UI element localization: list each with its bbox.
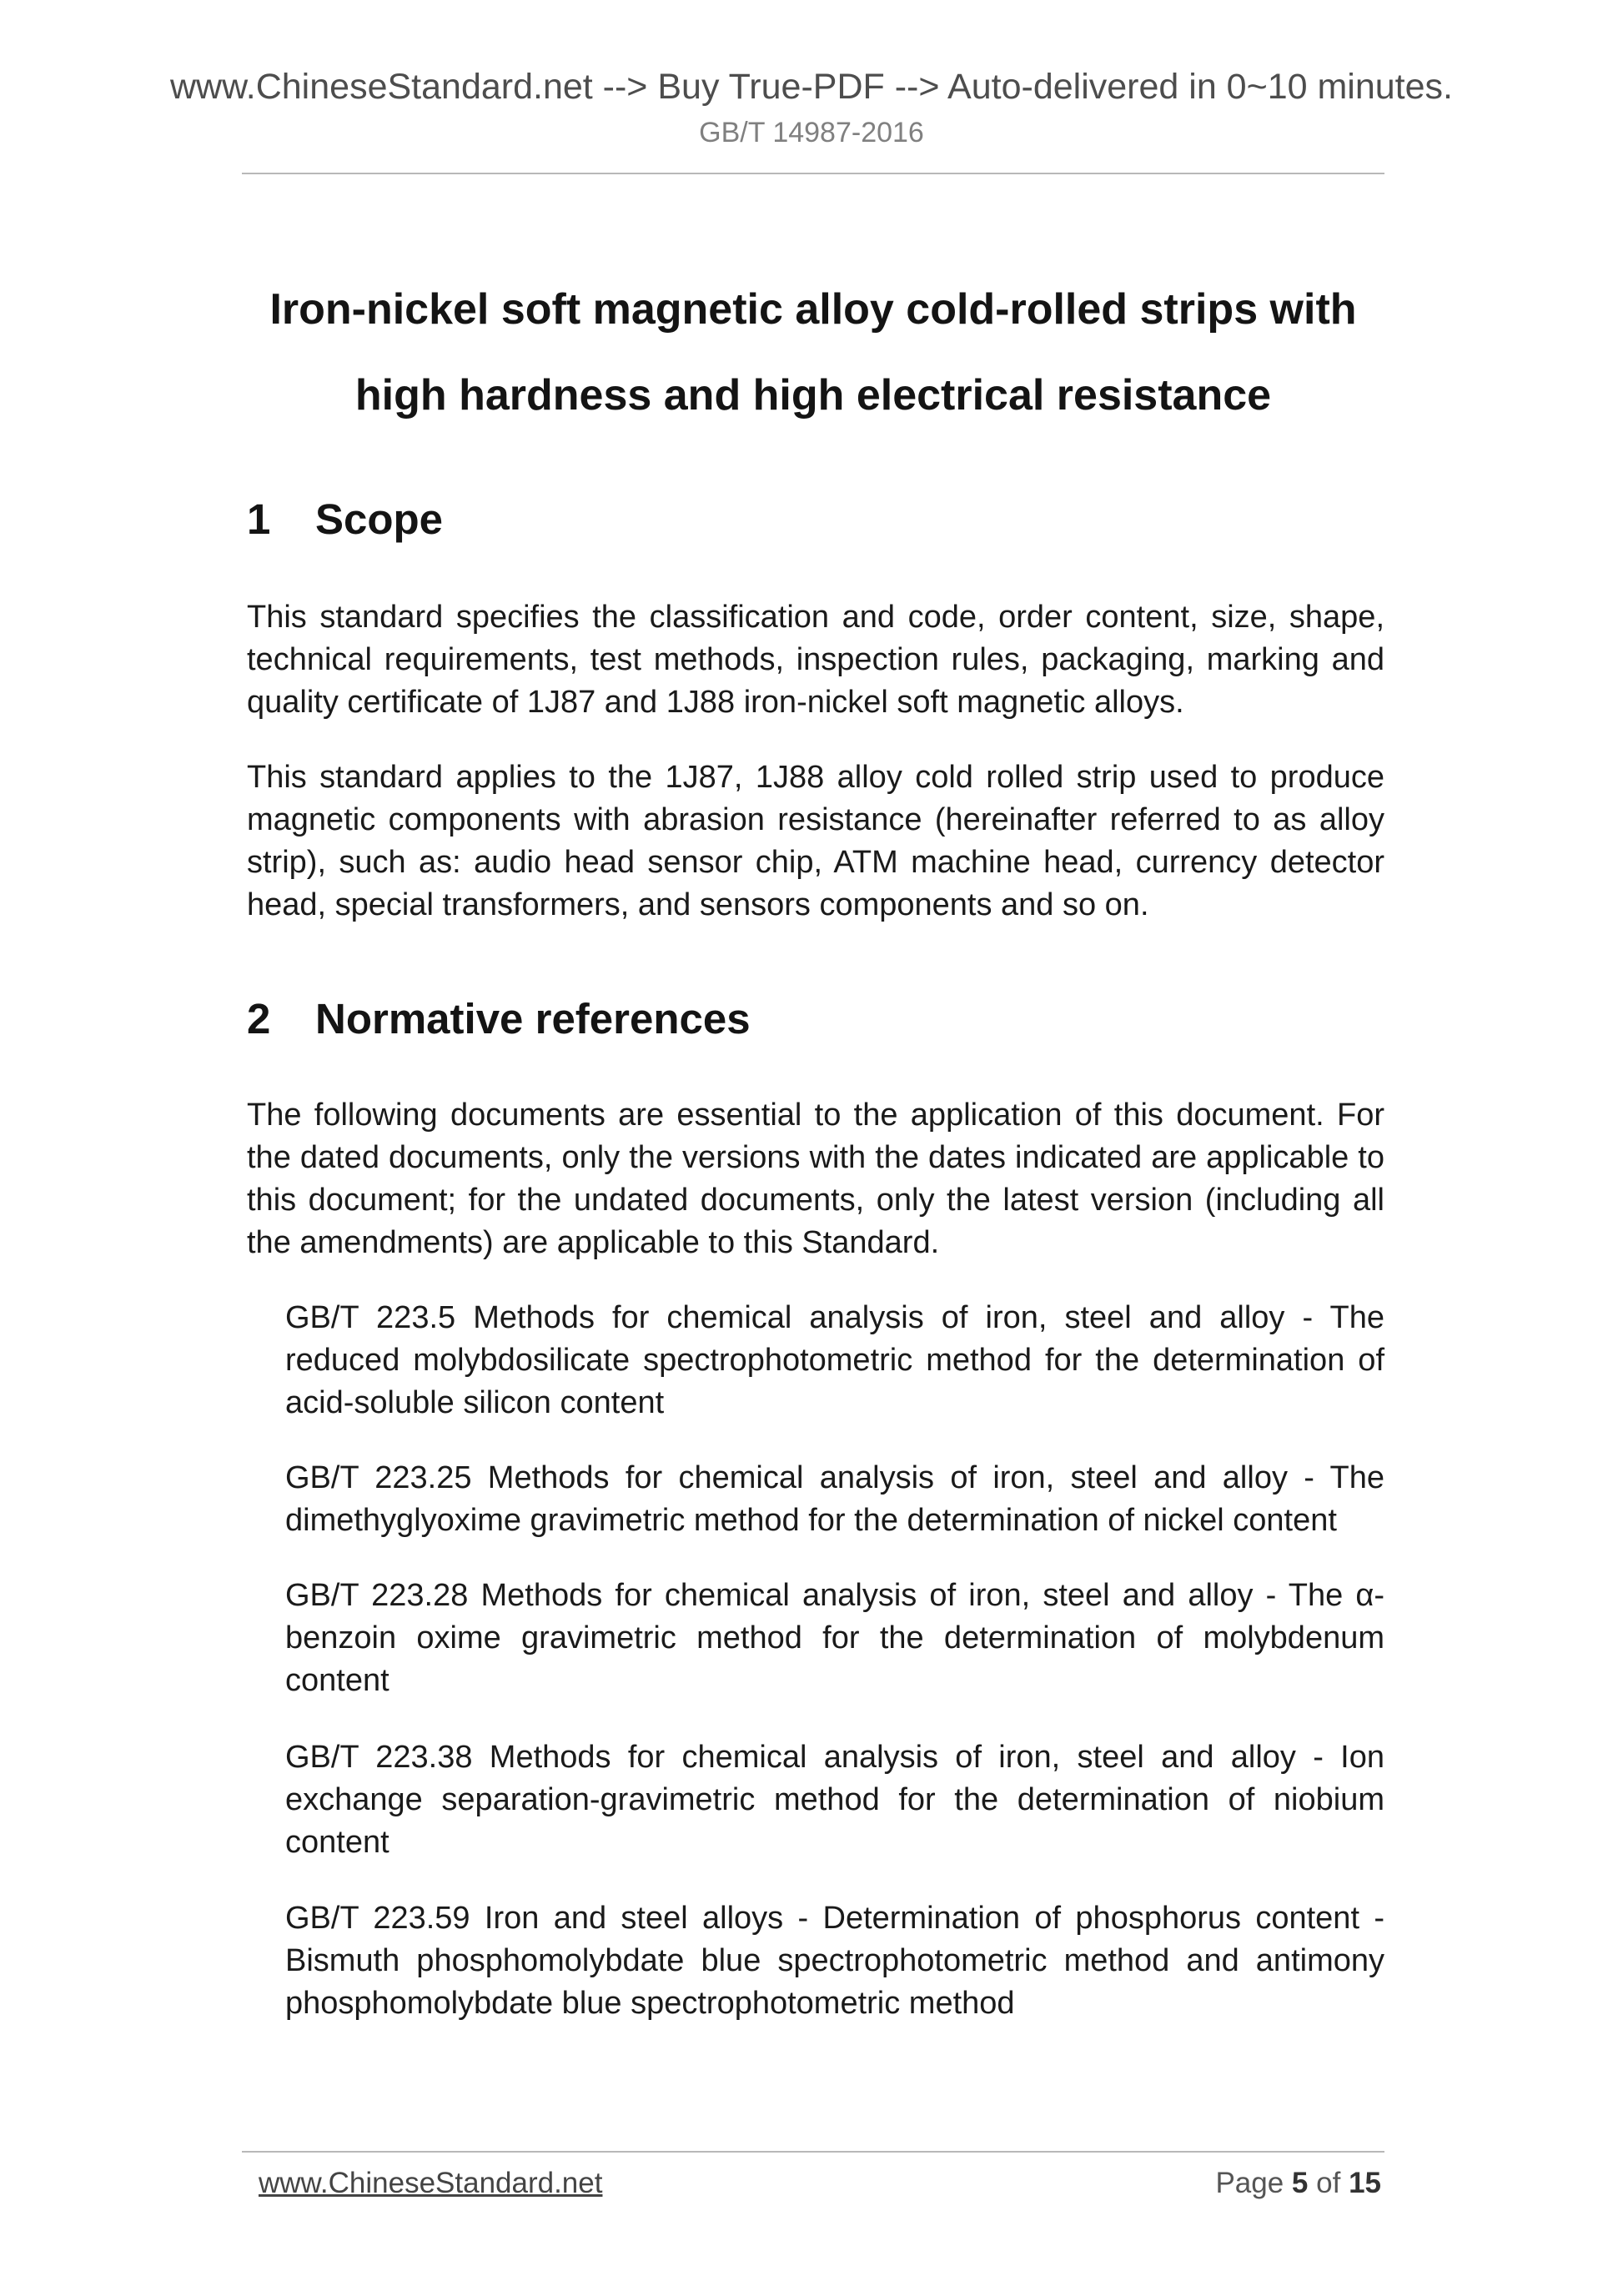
footer-website-link[interactable]: www.ChineseStandard.net [259,2167,603,2199]
standard-code: GB/T 14987-2016 [699,117,924,148]
section-title: Normative references [315,995,751,1042]
section-title: Scope [315,495,444,543]
section-heading-scope [247,495,443,544]
reference-item: GB/T 223.5 Methods for chemical analysis of iron, steel and alloy - The reduced molybdosilicate spectrophotometric method for the determination of acid-soluble silicon content [285,1300,1384,1420]
title-line-1: Iron-nickel soft magnetic alloy cold-rolled strips with [269,285,1357,334]
reference-item: GB/T 223.59 Iron and steel alloys - Determination of phosphorus content - Bismuth phosphomolybdate blue spectrophotometric method and antimony phosphomolybdate blue spectrophotometric method [285,1901,1384,2021]
section-number: 1 [247,495,271,543]
page-number [1215,2167,1381,2200]
page-total: 15 [1349,2167,1381,2199]
page-label: Page [1215,2167,1284,2199]
reference-item: GB/T 223.28 Methods for chemical analysis of iron, steel and alloy - The α-benzoin oxime gravimetric method for the determination of molybdenum content [285,1578,1384,1698]
paragraph: The following documents are essential to the application of this document. For the dated documents, only the versions with the dates indicated are applicable to this document; for the undated documents, only the latest version (including all the amendments) are applicable to this Standard. [247,1098,1384,1260]
page-of: of [1316,2167,1341,2199]
page-current: 5 [1291,2167,1309,2199]
reference-item: GB/T 223.25 Methods for chemical analysis of iron, steel and alloy - The dimethyglyoxime gravimetric method for the determination of nickel content [285,1460,1384,1538]
header-divider [242,173,1384,174]
reference-item: GB/T 223.38 Methods for chemical analysis of iron, steel and alloy - Ion exchange separation-gravimetric method for the determination of niobium content [285,1740,1384,1860]
title-line-2: high hardness and high electrical resistance [354,371,1272,420]
footer-divider [242,2151,1384,2153]
document-title [209,267,1418,439]
section-heading-normative-references [247,994,751,1043]
section-number: 2 [247,995,271,1042]
paragraph: This standard specifies the classification and code, order content, size, shape, technical requirements, test methods, inspection rules, packaging, marking and quality certificate of 1J87 and 1J88 iron-nickel soft magnetic alloys. [247,600,1384,720]
paragraph: This standard applies to the 1J87, 1J88 alloy cold rolled strip used to produce magnetic components with abrasion resistance (hereinafter referred to as alloy strip), such as: audio head sensor chip, ATM machine head, currency detector head, special transformers, and sensors components and so on. [247,760,1384,922]
top-banner: www.ChineseStandard.net --> Buy True-PDF --> Auto-delivered in 0~10 minutes. [169,67,1453,107]
